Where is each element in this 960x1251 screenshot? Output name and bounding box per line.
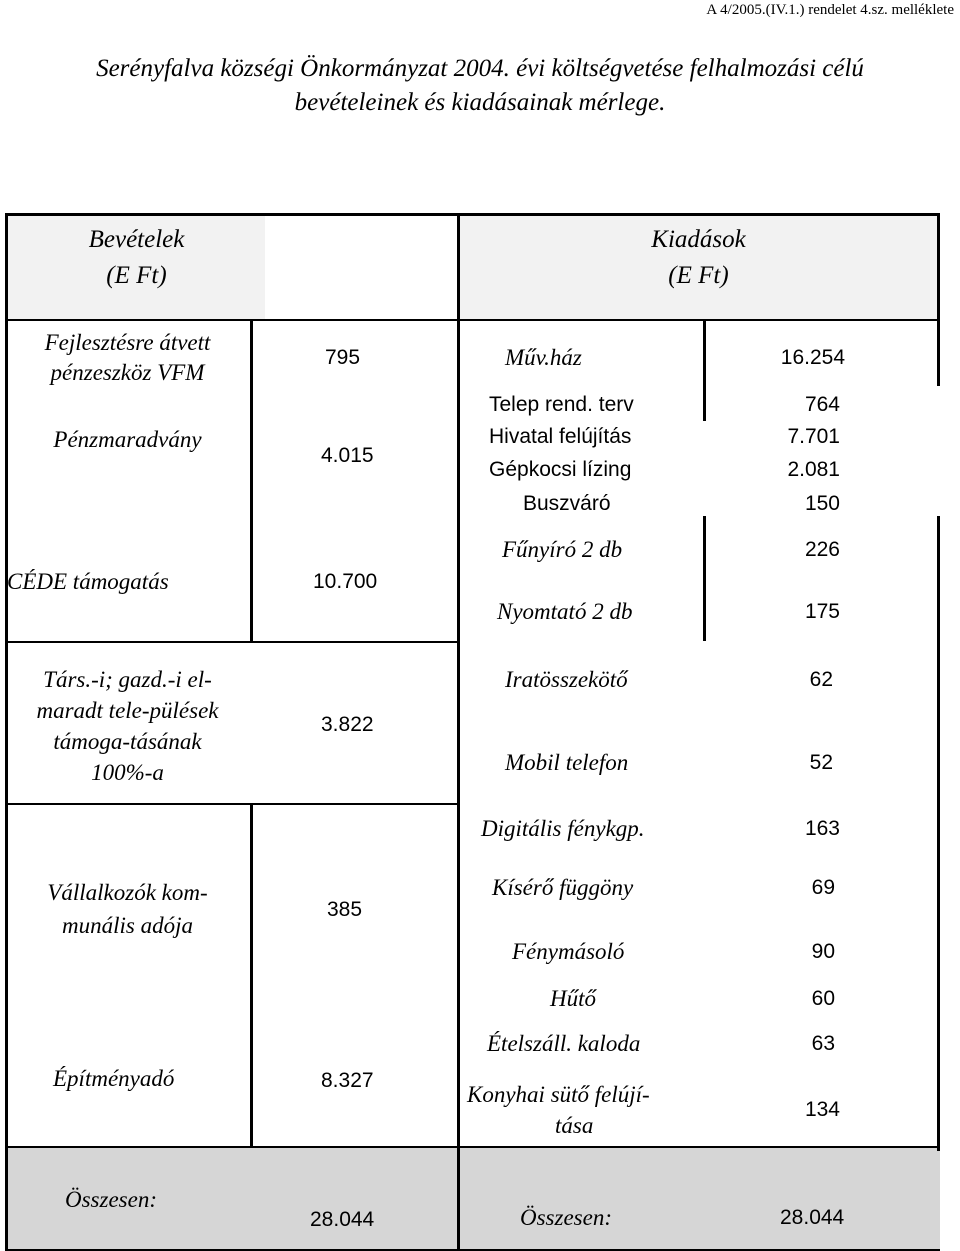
expense-value: 90 — [811, 940, 835, 963]
expense-label: Hűtő — [550, 986, 596, 1011]
expense-total-value: 28.044 — [780, 1206, 845, 1229]
revenue-header-title: Bevételek — [88, 226, 185, 253]
column-divider — [703, 321, 706, 421]
table-right-border — [937, 516, 940, 1151]
expense-value: 764 — [804, 393, 840, 416]
expense-header — [457, 213, 940, 321]
revenue-header-unit: (E Ft) — [106, 262, 167, 289]
expense-label: Gépkocsi lízing — [489, 458, 632, 481]
expense-value: 52 — [809, 751, 833, 774]
revenue-value: 10.700 — [313, 570, 378, 593]
expense-value: 69 — [811, 876, 835, 899]
revenue-label: Vállalkozók kom- munális adója — [47, 880, 208, 938]
expense-total-label: Összesen: — [520, 1205, 612, 1230]
revenue-label: CÉDE támogatás — [7, 569, 169, 594]
revenue-value: 3.822 — [321, 713, 374, 736]
expense-header-title: Kiadások — [651, 226, 746, 253]
revenue-label: Fejlesztésre átvett pénzeszköz VFM — [44, 330, 211, 385]
revenue-value: 4.015 — [321, 444, 374, 467]
revenue-value: 8.327 — [321, 1069, 374, 1092]
expense-value: 226 — [804, 538, 840, 561]
revenue-value: 385 — [327, 898, 363, 921]
title-line-2: bevételeinek és kiadásainak mérlege. — [294, 89, 666, 116]
revenue-total-value: 28.044 — [310, 1208, 375, 1231]
column-divider — [457, 213, 460, 1251]
header-spacer — [265, 213, 457, 321]
expense-value: 150 — [804, 492, 840, 515]
expense-value: 63 — [811, 1032, 835, 1055]
expense-label: Digitális fénykgp. — [481, 816, 645, 841]
column-divider — [250, 321, 253, 643]
row-divider — [5, 803, 460, 805]
revenue-value: 795 — [325, 346, 361, 369]
expense-label: Iratösszekötő — [505, 667, 628, 692]
expense-value: 62 — [809, 668, 833, 691]
expense-value: 16.254 — [780, 346, 845, 369]
revenue-label: Építményadó — [53, 1066, 175, 1091]
expense-label: Konyhai sütő felújí- tása — [467, 1082, 650, 1138]
revenue-total-label: Összesen: — [65, 1187, 157, 1212]
expense-label: Kísérő függöny — [492, 875, 634, 900]
expense-label: Nyomtató 2 db — [497, 599, 633, 624]
expense-value: 60 — [811, 987, 835, 1010]
expense-value: 2.081 — [787, 458, 840, 481]
revenue-label: Pénzmaradvány — [53, 427, 202, 452]
page-title — [0, 52, 960, 120]
expense-label: Mobil telefon — [505, 750, 629, 775]
column-divider — [703, 516, 706, 641]
expense-value: 7.701 — [787, 425, 840, 448]
expense-header-unit: (E Ft) — [668, 262, 729, 289]
expense-value: 134 — [804, 1098, 840, 1121]
column-divider — [250, 803, 253, 1148]
revenue-header — [5, 213, 265, 321]
document-reference: A 4/2005.(IV.1.) rendelet 4.sz. melléklete — [706, 2, 954, 18]
row-divider — [5, 1146, 940, 1148]
expense-label: Fénymásoló — [512, 939, 625, 964]
revenue-label: Társ.-i; gazd.-i el- maradt tele-pülések támoga-tásának 100%-a — [36, 667, 219, 785]
expense-label: Telep rend. terv — [489, 393, 634, 416]
expense-label: Hivatal felújítás — [489, 425, 632, 448]
title-line-1: Serényfalva községi Önkormányzat 2004. évi költségvetése felhalmozási célú — [96, 55, 864, 82]
balance-table — [5, 213, 940, 1251]
expense-label: Ételszáll. kaloda — [487, 1031, 641, 1056]
expense-label: Buszváró — [523, 492, 611, 515]
expense-label: Műv.ház — [505, 345, 582, 370]
expense-value: 163 — [804, 817, 840, 840]
expense-label: Fűnyíró 2 db — [502, 537, 623, 562]
table-right-border — [937, 321, 940, 386]
expense-value: 175 — [804, 600, 840, 623]
row-divider — [5, 641, 460, 643]
